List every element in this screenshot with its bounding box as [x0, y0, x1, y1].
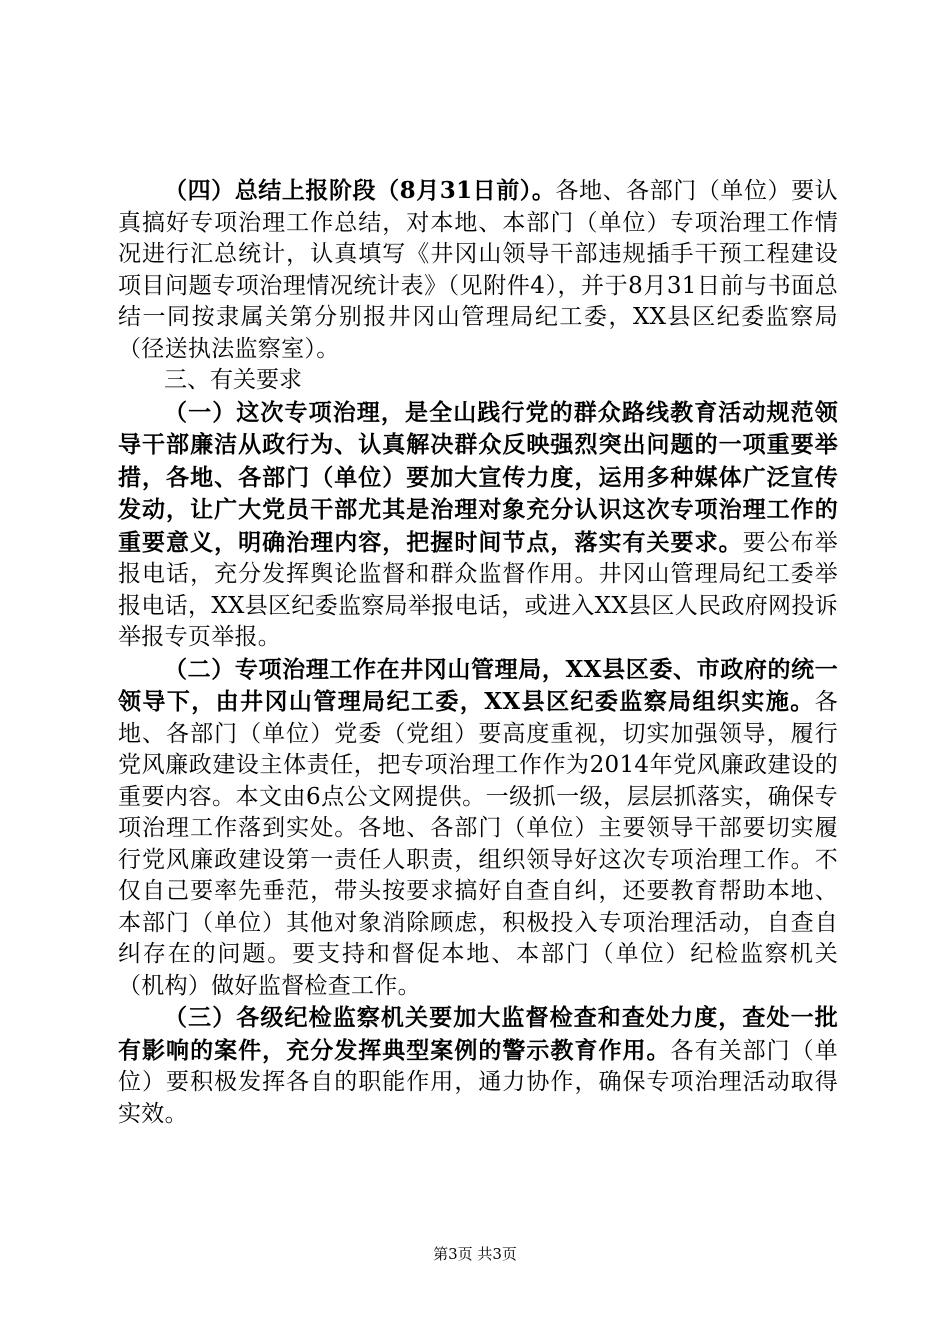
section-heading: 三、有关要求 [164, 367, 302, 393]
paragraph-text: 各有关部门（单位）要积极发挥各自的职能作用，通力协作，确保专项治理活动取得实效。 [118, 1037, 838, 1127]
page-footer: 第3页 共3页 [433, 1245, 517, 1263]
paragraph-requirement-2 [118, 654, 838, 1003]
paragraph-lead: （三）各级纪检监察机关要加大监督检查和查处力度，查处一批有影响的案件，充分发挥典型案例的警示教育作用。 [118, 1004, 838, 1064]
paragraph-lead: （二）专项治理工作在井冈山管理局，XX县区委、市政府的统一领导下，由井冈山管理局纪工委，XX县区纪委监察局组织实施。 [118, 655, 838, 715]
paragraph-text: 各地、各部门（单位）要认真搞好专项治理工作总结，对本地、本部门（单位）专项治理工作情况进行汇总统计，认真填写《井冈山领导干部违规插手干预工程建设项目问题专项治理情况统计表》（见附件4），并于8月31日前与书面总结一同按隶属关第分别报井冈山管理局纪工委，XX县区纪委监察局（径送执法监察室）。 [118, 178, 838, 362]
paragraph-summary-stage [118, 175, 838, 365]
paragraph-requirement-1 [118, 397, 838, 654]
paragraph-lead: （一）这次专项治理，是全山践行党的群众路线教育活动规范领导干部廉洁从政行为、认真解决群众反映强烈突出问题的一项重要举措，各地、各部门（单位）要加大宣传力度，运用多种媒体广泛宣传发动，让广大党员干部尤其是治理对象充分认识这次专项治理工作的重要意义，明确治理内容，把握时间节点，落实有关要求。 [118, 398, 838, 556]
paragraph-lead: （四）总结上报阶段（8月31日前）。 [164, 177, 556, 204]
paragraph-requirement-3 [118, 1002, 838, 1130]
document-body [118, 175, 838, 1130]
paragraph-text: 要公布举报电话，充分发挥舆论监督和群众监督作用。井冈山管理局纪工委举报电话，XX县区纪委监察局举报电话，或进入XX县区人民政府网投诉举报专页举报。 [118, 529, 838, 650]
paragraph-text: 各地、各部门（单位）党委（党组）要高度重视，切实加强领导，履行党风廉政建设主体责任，把专项治理工作作为2014年党风廉政建设的重要内容。本文由6点公文网提供。一级抓一级，层层抓落实，确保专项治理工作落到实处。各地、各部门（单位）主要领导干部要切实履行党风廉政建设第一责任人职责，组织领导好这次专项治理工作。不仅自己要率先垂范，带头按要求搞好自查自纠，还要教育帮助本地、本部门（单位）其他对象消除顾虑，积极投入专项治理活动，自查自纠存在的问题。要支持和督促本地、本部门（单位）纪检监察机关（机构）做好监督检查工作。 [118, 689, 838, 999]
